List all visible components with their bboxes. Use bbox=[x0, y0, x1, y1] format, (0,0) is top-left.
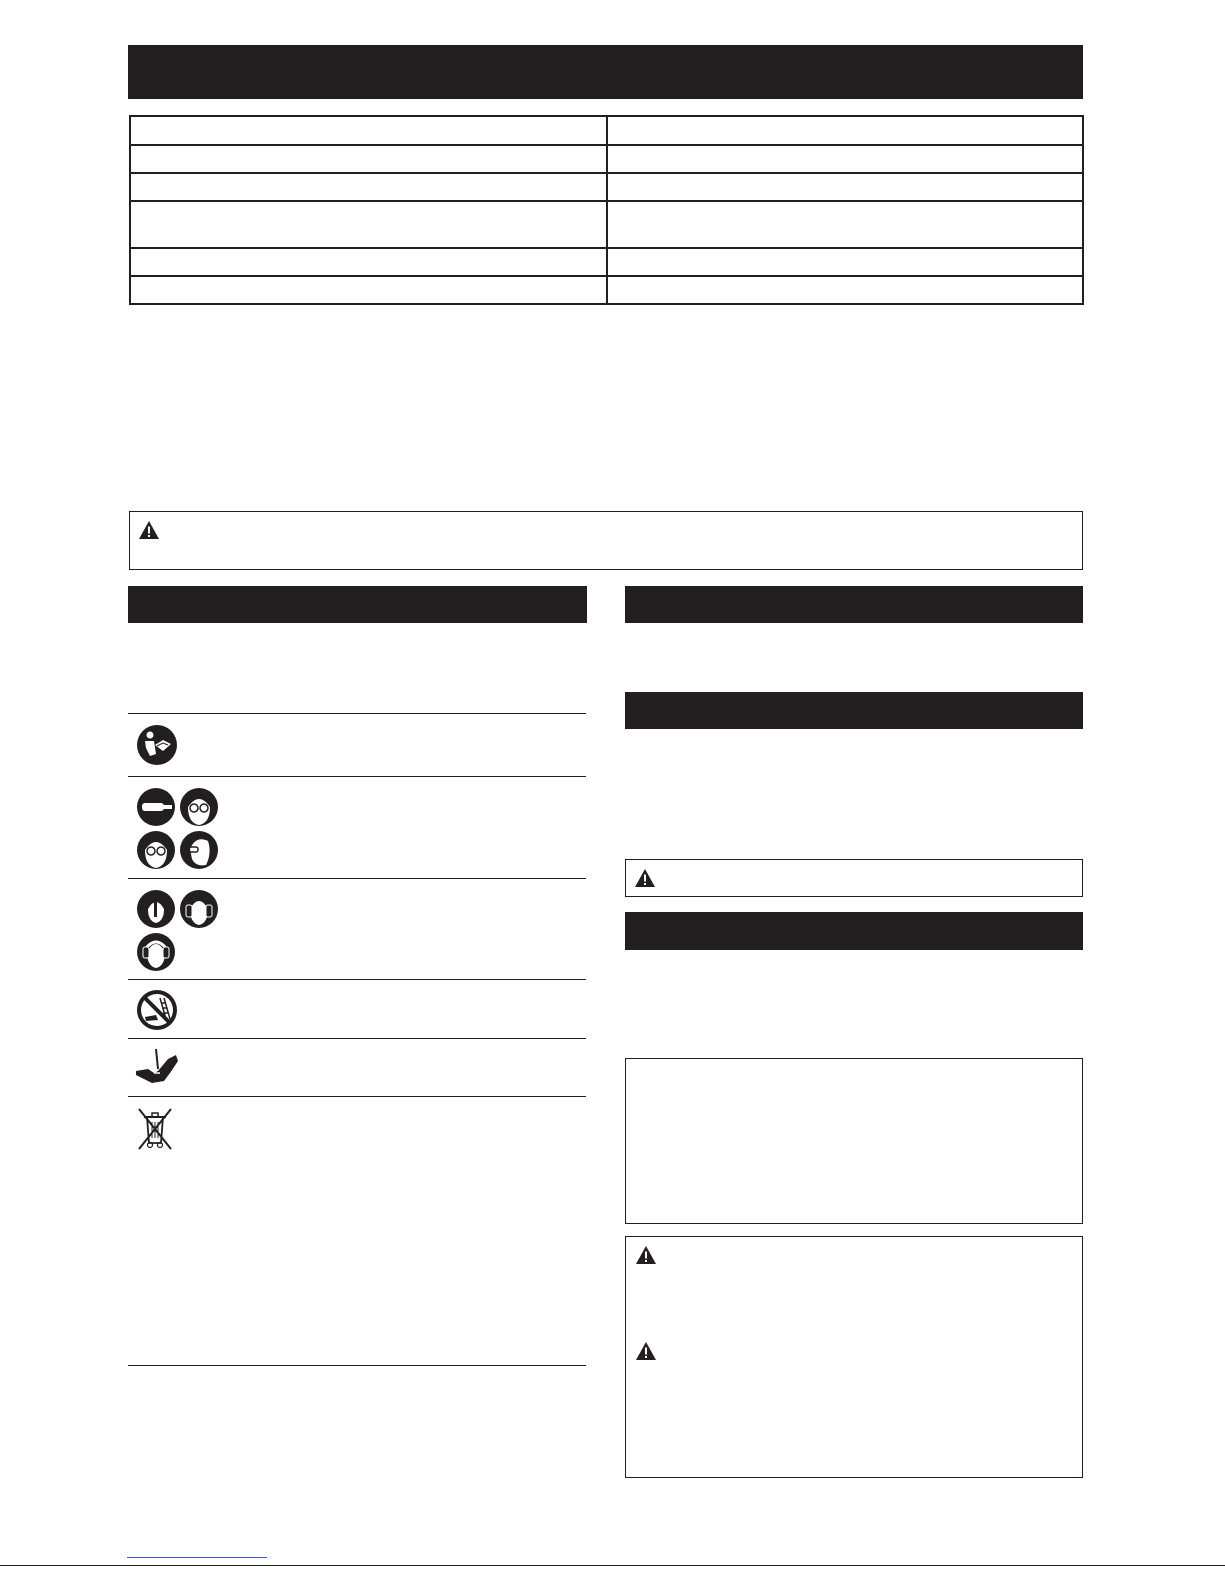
footer-link-underline bbox=[127, 1557, 267, 1558]
spec-row bbox=[131, 174, 1082, 202]
read-manual-icon bbox=[136, 724, 178, 766]
spec-value bbox=[608, 202, 1082, 247]
spec-row bbox=[131, 202, 1082, 249]
symbol-row-no-ladder bbox=[128, 980, 586, 1038]
symbol-row-read-manual bbox=[128, 714, 586, 776]
warning-box bbox=[625, 1236, 1083, 1478]
spec-row bbox=[131, 117, 1082, 146]
spec-row bbox=[131, 249, 1082, 277]
spec-value bbox=[608, 117, 1082, 144]
warning-triangle-icon bbox=[634, 868, 656, 888]
spec-row bbox=[131, 146, 1082, 174]
spec-label bbox=[131, 202, 608, 247]
spec-value bbox=[608, 277, 1082, 303]
ear-protection-icon bbox=[136, 889, 222, 975]
spec-value bbox=[608, 249, 1082, 275]
symbol-row-weee bbox=[128, 1097, 586, 1365]
title-bar bbox=[128, 45, 1083, 99]
spec-label bbox=[131, 277, 608, 303]
right-section-header-3 bbox=[625, 912, 1083, 950]
spec-label bbox=[131, 249, 608, 275]
left-section-header bbox=[128, 586, 587, 623]
page-bottom-rule bbox=[0, 1565, 1225, 1566]
spec-label bbox=[131, 146, 608, 172]
no-ladder-icon bbox=[136, 989, 178, 1031]
warning-triangle-icon bbox=[635, 1245, 657, 1265]
spec-row bbox=[131, 277, 1082, 303]
right-warning-box bbox=[625, 859, 1083, 897]
specifications-table bbox=[129, 115, 1084, 305]
sharp-object-hand-icon bbox=[134, 1047, 182, 1089]
top-warning-box bbox=[129, 511, 1083, 570]
note-box bbox=[625, 1058, 1083, 1224]
spec-value bbox=[608, 146, 1082, 172]
spec-label bbox=[131, 117, 608, 144]
right-section-header-1 bbox=[625, 586, 1083, 623]
symbol-table-rule bbox=[128, 1365, 586, 1366]
crossed-out-bin-icon bbox=[136, 1107, 174, 1151]
warning-triangle-icon bbox=[635, 1341, 657, 1361]
symbol-row-eye-protection bbox=[128, 777, 586, 878]
symbol-row-sharp-object bbox=[128, 1039, 586, 1096]
right-section-header-2 bbox=[625, 692, 1083, 729]
eye-protection-icon bbox=[136, 787, 222, 873]
spec-label bbox=[131, 174, 608, 200]
warning-triangle-icon bbox=[138, 520, 160, 540]
spec-value bbox=[608, 174, 1082, 200]
symbol-row-ear-protection bbox=[128, 879, 586, 979]
